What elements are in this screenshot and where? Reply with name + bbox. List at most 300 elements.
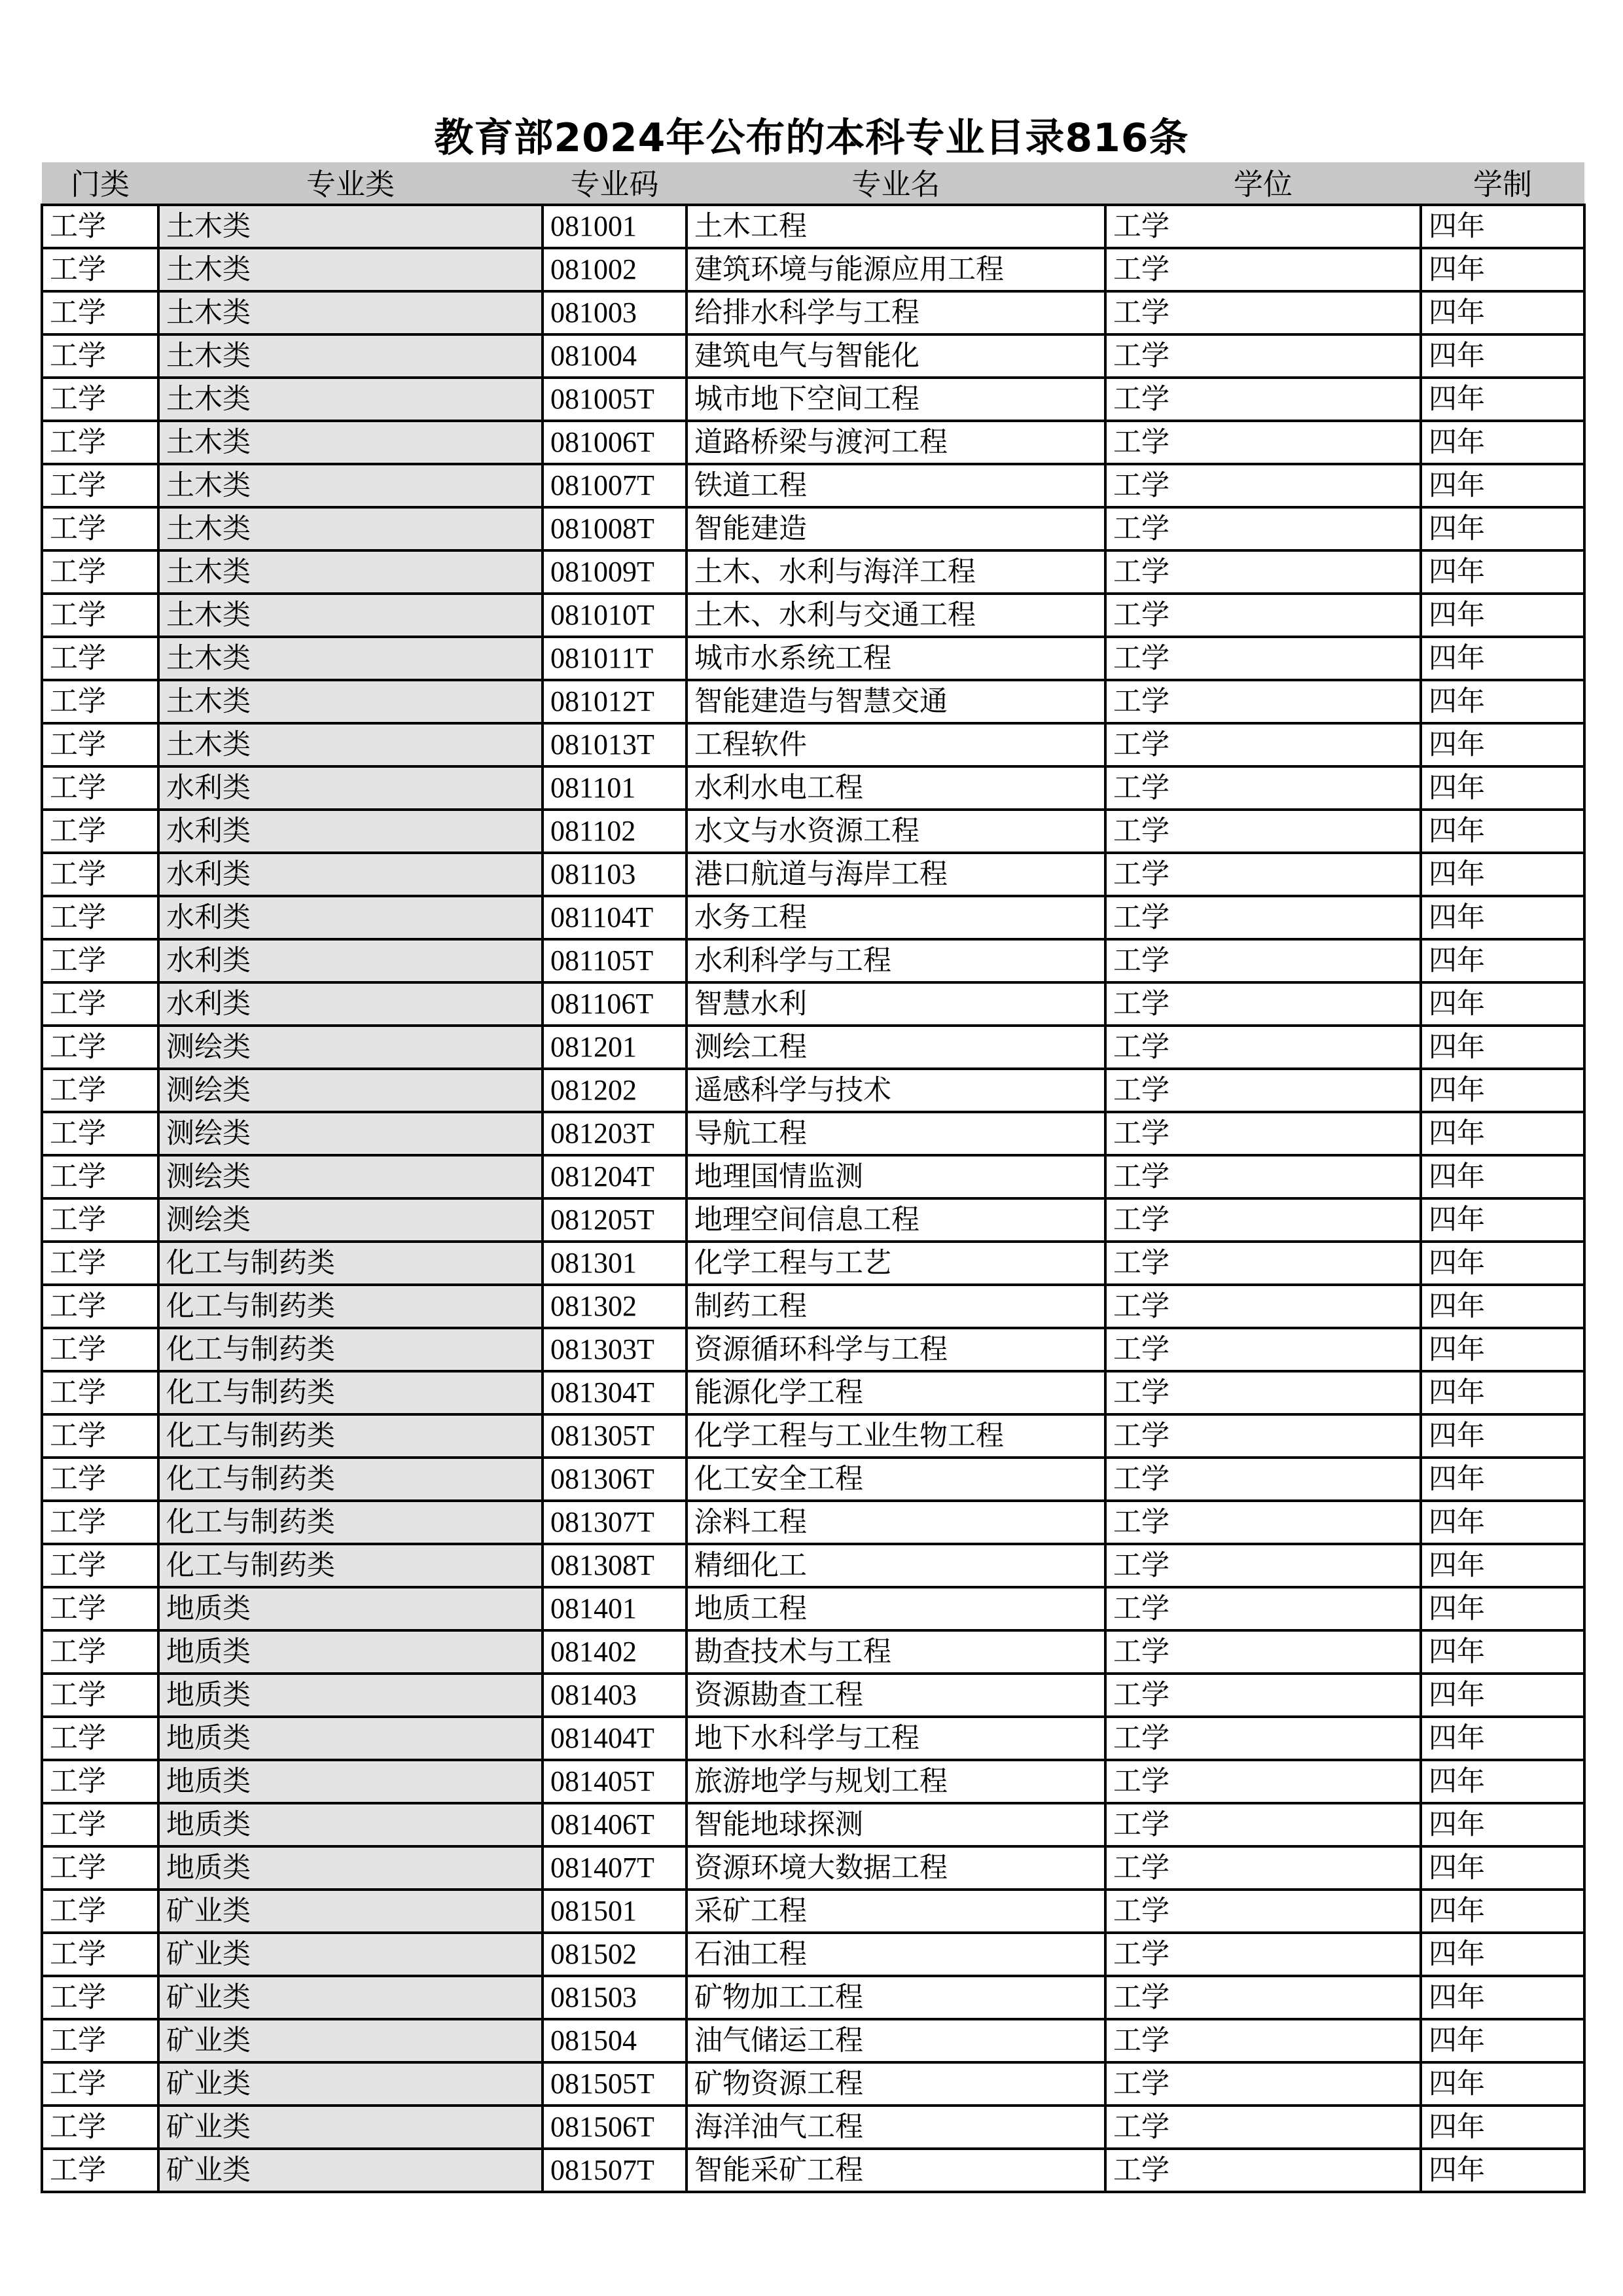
- major-class-cell: 土木类: [158, 421, 543, 464]
- table-row: [42, 810, 1584, 853]
- discipline-cell: 工学: [42, 1285, 158, 1328]
- table-row: [42, 507, 1584, 550]
- major-class-cell: 土木类: [158, 723, 543, 766]
- discipline-cell: 工学: [42, 334, 158, 378]
- duration-cell: 四年: [1421, 507, 1584, 550]
- major-name-cell: 矿物资源工程: [687, 2062, 1105, 2106]
- duration-cell: 四年: [1421, 1198, 1584, 1242]
- major-code-cell: 081006T: [543, 421, 687, 464]
- discipline-cell: 工学: [42, 1846, 158, 1890]
- major-name-cell: 矿物加工工程: [687, 1976, 1105, 2019]
- major-class-cell: 测绘类: [158, 1069, 543, 1112]
- major-class-cell: 矿业类: [158, 1890, 543, 1933]
- discipline-cell: 工学: [42, 2019, 158, 2062]
- degree-cell: 工学: [1105, 1198, 1421, 1242]
- major-class-cell: 矿业类: [158, 2062, 543, 2106]
- major-class-cell: 水利类: [158, 982, 543, 1026]
- duration-cell: 四年: [1421, 1155, 1584, 1198]
- degree-cell: 工学: [1105, 1242, 1421, 1285]
- discipline-cell: 工学: [42, 291, 158, 334]
- major-name-cell: 地理国情监测: [687, 1155, 1105, 1198]
- major-name-cell: 油气储运工程: [687, 2019, 1105, 2062]
- major-code-cell: 081303T: [543, 1328, 687, 1371]
- duration-cell: 四年: [1421, 248, 1584, 291]
- table-row: [42, 550, 1584, 594]
- degree-cell: 工学: [1105, 1285, 1421, 1328]
- major-name-cell: 能源化学工程: [687, 1371, 1105, 1414]
- table-row: [42, 1674, 1584, 1717]
- table-row: [42, 723, 1584, 766]
- major-code-cell: 081403: [543, 1674, 687, 1717]
- major-class-cell: 土木类: [158, 205, 543, 248]
- discipline-cell: 工学: [42, 550, 158, 594]
- table-row: [42, 939, 1584, 982]
- major-name-cell: 制药工程: [687, 1285, 1105, 1328]
- major-code-cell: 081011T: [543, 637, 687, 680]
- major-class-cell: 化工与制药类: [158, 1501, 543, 1544]
- major-name-cell: 给排水科学与工程: [687, 291, 1105, 334]
- major-name-cell: 海洋油气工程: [687, 2106, 1105, 2149]
- major-name-cell: 化学工程与工业生物工程: [687, 1414, 1105, 1458]
- duration-cell: 四年: [1421, 550, 1584, 594]
- table-row: [42, 2062, 1584, 2106]
- degree-cell: 工学: [1105, 810, 1421, 853]
- major-class-cell: 土木类: [158, 637, 543, 680]
- degree-cell: 工学: [1105, 1630, 1421, 1674]
- duration-cell: 四年: [1421, 1026, 1584, 1069]
- major-class-cell: 土木类: [158, 680, 543, 723]
- header-major-class: 专业类: [158, 162, 543, 205]
- degree-cell: 工学: [1105, 1371, 1421, 1414]
- major-class-cell: 测绘类: [158, 1198, 543, 1242]
- table-row: [42, 334, 1584, 378]
- duration-cell: 四年: [1421, 1630, 1584, 1674]
- table-row: [42, 853, 1584, 896]
- discipline-cell: 工学: [42, 1933, 158, 1976]
- major-class-cell: 矿业类: [158, 1933, 543, 1976]
- discipline-cell: 工学: [42, 1890, 158, 1933]
- degree-cell: 工学: [1105, 1890, 1421, 1933]
- major-code-cell: 081105T: [543, 939, 687, 982]
- table-row: [42, 982, 1584, 1026]
- major-class-cell: 测绘类: [158, 1112, 543, 1155]
- duration-cell: 四年: [1421, 1976, 1584, 2019]
- discipline-cell: 工学: [42, 1717, 158, 1760]
- degree-cell: 工学: [1105, 1674, 1421, 1717]
- discipline-cell: 工学: [42, 1630, 158, 1674]
- duration-cell: 四年: [1421, 205, 1584, 248]
- duration-cell: 四年: [1421, 421, 1584, 464]
- degree-cell: 工学: [1105, 1155, 1421, 1198]
- major-class-cell: 水利类: [158, 896, 543, 939]
- table-row: [42, 1112, 1584, 1155]
- degree-cell: 工学: [1105, 1587, 1421, 1630]
- degree-cell: 工学: [1105, 896, 1421, 939]
- header-major-code: 专业码: [543, 162, 687, 205]
- major-code-cell: 081307T: [543, 1501, 687, 1544]
- major-code-cell: 081013T: [543, 723, 687, 766]
- major-name-cell: 智能地球探测: [687, 1803, 1105, 1846]
- table-row: [42, 1933, 1584, 1976]
- major-name-cell: 城市水系统工程: [687, 637, 1105, 680]
- table-row: [42, 248, 1584, 291]
- major-code-cell: 081406T: [543, 1803, 687, 1846]
- major-name-cell: 土木工程: [687, 205, 1105, 248]
- major-name-cell: 石油工程: [687, 1933, 1105, 1976]
- duration-cell: 四年: [1421, 594, 1584, 637]
- discipline-cell: 工学: [42, 2106, 158, 2149]
- degree-cell: 工学: [1105, 637, 1421, 680]
- discipline-cell: 工学: [42, 1328, 158, 1371]
- degree-cell: 工学: [1105, 550, 1421, 594]
- discipline-cell: 工学: [42, 1458, 158, 1501]
- major-class-cell: 地质类: [158, 1803, 543, 1846]
- table-row: [42, 291, 1584, 334]
- duration-cell: 四年: [1421, 1371, 1584, 1414]
- major-code-cell: 081103: [543, 853, 687, 896]
- degree-cell: 工学: [1105, 1803, 1421, 1846]
- major-name-cell: 智能建造: [687, 507, 1105, 550]
- discipline-cell: 工学: [42, 1544, 158, 1587]
- degree-cell: 工学: [1105, 594, 1421, 637]
- discipline-cell: 工学: [42, 1976, 158, 2019]
- degree-cell: 工学: [1105, 2106, 1421, 2149]
- table-row: [42, 464, 1584, 507]
- discipline-cell: 工学: [42, 1414, 158, 1458]
- major-name-cell: 城市地下空间工程: [687, 378, 1105, 421]
- major-name-cell: 铁道工程: [687, 464, 1105, 507]
- major-name-cell: 资源环境大数据工程: [687, 1846, 1105, 1890]
- discipline-cell: 工学: [42, 1587, 158, 1630]
- major-code-cell: 081402: [543, 1630, 687, 1674]
- major-name-cell: 工程软件: [687, 723, 1105, 766]
- major-class-cell: 地质类: [158, 1674, 543, 1717]
- duration-cell: 四年: [1421, 378, 1584, 421]
- duration-cell: 四年: [1421, 939, 1584, 982]
- discipline-cell: 工学: [42, 2062, 158, 2106]
- major-code-cell: 081302: [543, 1285, 687, 1328]
- major-name-cell: 建筑环境与能源应用工程: [687, 248, 1105, 291]
- discipline-cell: 工学: [42, 1760, 158, 1803]
- major-class-cell: 地质类: [158, 1846, 543, 1890]
- major-name-cell: 资源循环科学与工程: [687, 1328, 1105, 1371]
- duration-cell: 四年: [1421, 1933, 1584, 1976]
- major-code-cell: 081306T: [543, 1458, 687, 1501]
- duration-cell: 四年: [1421, 810, 1584, 853]
- degree-cell: 工学: [1105, 1328, 1421, 1371]
- major-code-cell: 081404T: [543, 1717, 687, 1760]
- major-class-cell: 矿业类: [158, 1976, 543, 2019]
- duration-cell: 四年: [1421, 2149, 1584, 2192]
- major-code-cell: 081012T: [543, 680, 687, 723]
- major-name-cell: 资源勘查工程: [687, 1674, 1105, 1717]
- duration-cell: 四年: [1421, 1846, 1584, 1890]
- degree-cell: 工学: [1105, 723, 1421, 766]
- major-name-cell: 涂料工程: [687, 1501, 1105, 1544]
- major-class-cell: 土木类: [158, 507, 543, 550]
- header-degree: 学位: [1105, 162, 1421, 205]
- degree-cell: 工学: [1105, 2149, 1421, 2192]
- major-name-cell: 地下水科学与工程: [687, 1717, 1105, 1760]
- discipline-cell: 工学: [42, 378, 158, 421]
- discipline-cell: 工学: [42, 810, 158, 853]
- degree-cell: 工学: [1105, 1026, 1421, 1069]
- major-code-cell: 081106T: [543, 982, 687, 1026]
- major-class-cell: 地质类: [158, 1717, 543, 1760]
- discipline-cell: 工学: [42, 1112, 158, 1155]
- table-row: [42, 594, 1584, 637]
- major-class-cell: 土木类: [158, 594, 543, 637]
- table-row: [42, 1371, 1584, 1414]
- major-class-cell: 地质类: [158, 1630, 543, 1674]
- degree-cell: 工学: [1105, 421, 1421, 464]
- major-class-cell: 测绘类: [158, 1155, 543, 1198]
- major-code-cell: 081301: [543, 1242, 687, 1285]
- major-code-cell: 081507T: [543, 2149, 687, 2192]
- table-row: [42, 1890, 1584, 1933]
- table-row: [42, 1155, 1584, 1198]
- major-code-cell: 081308T: [543, 1544, 687, 1587]
- major-code-cell: 081503: [543, 1976, 687, 2019]
- major-class-cell: 水利类: [158, 853, 543, 896]
- table-row: [42, 1198, 1584, 1242]
- discipline-cell: 工学: [42, 1803, 158, 1846]
- table-row: [42, 1458, 1584, 1501]
- degree-cell: 工学: [1105, 2062, 1421, 2106]
- major-name-cell: 勘查技术与工程: [687, 1630, 1105, 1674]
- table-row: [42, 637, 1584, 680]
- major-name-cell: 智能采矿工程: [687, 2149, 1105, 2192]
- discipline-cell: 工学: [42, 2149, 158, 2192]
- table-row: [42, 1069, 1584, 1112]
- major-code-cell: 081501: [543, 1890, 687, 1933]
- major-class-cell: 地质类: [158, 1760, 543, 1803]
- duration-cell: 四年: [1421, 680, 1584, 723]
- duration-cell: 四年: [1421, 1587, 1584, 1630]
- major-class-cell: 土木类: [158, 291, 543, 334]
- major-code-cell: 081102: [543, 810, 687, 853]
- major-name-cell: 土木、水利与海洋工程: [687, 550, 1105, 594]
- major-class-cell: 测绘类: [158, 1026, 543, 1069]
- discipline-cell: 工学: [42, 421, 158, 464]
- duration-cell: 四年: [1421, 1803, 1584, 1846]
- degree-cell: 工学: [1105, 291, 1421, 334]
- duration-cell: 四年: [1421, 291, 1584, 334]
- discipline-cell: 工学: [42, 205, 158, 248]
- table-row: [42, 896, 1584, 939]
- major-class-cell: 化工与制药类: [158, 1242, 543, 1285]
- major-code-cell: 081204T: [543, 1155, 687, 1198]
- major-name-cell: 遥感科学与技术: [687, 1069, 1105, 1112]
- degree-cell: 工学: [1105, 1069, 1421, 1112]
- degree-cell: 工学: [1105, 464, 1421, 507]
- duration-cell: 四年: [1421, 1328, 1584, 1371]
- duration-cell: 四年: [1421, 1069, 1584, 1112]
- table-row: [42, 1414, 1584, 1458]
- major-class-cell: 矿业类: [158, 2106, 543, 2149]
- discipline-cell: 工学: [42, 1371, 158, 1414]
- table-row: [42, 2149, 1584, 2192]
- major-name-cell: 采矿工程: [687, 1890, 1105, 1933]
- table-row: [42, 1328, 1584, 1371]
- major-class-cell: 土木类: [158, 248, 543, 291]
- degree-cell: 工学: [1105, 1976, 1421, 2019]
- duration-cell: 四年: [1421, 1890, 1584, 1933]
- major-name-cell: 地理空间信息工程: [687, 1198, 1105, 1242]
- table-row: [42, 205, 1584, 248]
- major-class-cell: 土木类: [158, 378, 543, 421]
- table-row: [42, 2019, 1584, 2062]
- discipline-cell: 工学: [42, 982, 158, 1026]
- duration-cell: 四年: [1421, 2106, 1584, 2149]
- table-row: [42, 1285, 1584, 1328]
- header-discipline: 门类: [42, 162, 158, 205]
- discipline-cell: 工学: [42, 248, 158, 291]
- major-class-cell: 矿业类: [158, 2019, 543, 2062]
- major-name-cell: 建筑电气与智能化: [687, 334, 1105, 378]
- major-code-cell: 081005T: [543, 378, 687, 421]
- major-name-cell: 化工安全工程: [687, 1458, 1105, 1501]
- degree-cell: 工学: [1105, 1717, 1421, 1760]
- major-code-cell: 081502: [543, 1933, 687, 1976]
- duration-cell: 四年: [1421, 2019, 1584, 2062]
- table-row: [42, 1242, 1584, 1285]
- table-row: [42, 421, 1584, 464]
- duration-cell: 四年: [1421, 766, 1584, 810]
- table-row: [42, 1026, 1584, 1069]
- discipline-cell: 工学: [42, 1155, 158, 1198]
- table-row: [42, 766, 1584, 810]
- major-code-cell: 081101: [543, 766, 687, 810]
- major-class-cell: 化工与制药类: [158, 1458, 543, 1501]
- duration-cell: 四年: [1421, 464, 1584, 507]
- major-name-cell: 水利水电工程: [687, 766, 1105, 810]
- major-code-cell: 081003: [543, 291, 687, 334]
- major-name-cell: 土木、水利与交通工程: [687, 594, 1105, 637]
- duration-cell: 四年: [1421, 334, 1584, 378]
- degree-cell: 工学: [1105, 1501, 1421, 1544]
- table-row: [42, 1501, 1584, 1544]
- duration-cell: 四年: [1421, 1112, 1584, 1155]
- table-row: [42, 378, 1584, 421]
- table-row: [42, 1976, 1584, 2019]
- major-code-cell: 081205T: [543, 1198, 687, 1242]
- duration-cell: 四年: [1421, 637, 1584, 680]
- discipline-cell: 工学: [42, 766, 158, 810]
- major-name-cell: 地质工程: [687, 1587, 1105, 1630]
- duration-cell: 四年: [1421, 1501, 1584, 1544]
- duration-cell: 四年: [1421, 1760, 1584, 1803]
- major-name-cell: 港口航道与海岸工程: [687, 853, 1105, 896]
- major-code-cell: 081505T: [543, 2062, 687, 2106]
- table-row: [42, 1846, 1584, 1890]
- degree-cell: 工学: [1105, 1760, 1421, 1803]
- major-class-cell: 土木类: [158, 464, 543, 507]
- discipline-cell: 工学: [42, 1674, 158, 1717]
- major-name-cell: 导航工程: [687, 1112, 1105, 1155]
- header-major-name: 专业名: [687, 162, 1105, 205]
- discipline-cell: 工学: [42, 680, 158, 723]
- major-code-cell: 081407T: [543, 1846, 687, 1890]
- major-code-cell: 081004: [543, 334, 687, 378]
- major-code-cell: 081203T: [543, 1112, 687, 1155]
- major-class-cell: 矿业类: [158, 2149, 543, 2192]
- major-code-cell: 081009T: [543, 550, 687, 594]
- duration-cell: 四年: [1421, 1674, 1584, 1717]
- discipline-cell: 工学: [42, 594, 158, 637]
- duration-cell: 四年: [1421, 853, 1584, 896]
- major-code-cell: 081201: [543, 1026, 687, 1069]
- table-row: [42, 680, 1584, 723]
- major-class-cell: 化工与制药类: [158, 1544, 543, 1587]
- table-header: [42, 162, 1584, 205]
- major-code-cell: 081001: [543, 205, 687, 248]
- major-class-cell: 水利类: [158, 766, 543, 810]
- discipline-cell: 工学: [42, 507, 158, 550]
- discipline-cell: 工学: [42, 637, 158, 680]
- major-code-cell: 081304T: [543, 1371, 687, 1414]
- major-code-cell: 081305T: [543, 1414, 687, 1458]
- degree-cell: 工学: [1105, 1933, 1421, 1976]
- table-row: [42, 1717, 1584, 1760]
- degree-cell: 工学: [1105, 378, 1421, 421]
- duration-cell: 四年: [1421, 2062, 1584, 2106]
- degree-cell: 工学: [1105, 939, 1421, 982]
- duration-cell: 四年: [1421, 982, 1584, 1026]
- major-name-cell: 化学工程与工艺: [687, 1242, 1105, 1285]
- duration-cell: 四年: [1421, 1458, 1584, 1501]
- discipline-cell: 工学: [42, 896, 158, 939]
- major-class-cell: 水利类: [158, 810, 543, 853]
- major-code-cell: 081104T: [543, 896, 687, 939]
- header-duration: 学制: [1421, 162, 1584, 205]
- discipline-cell: 工学: [42, 939, 158, 982]
- major-code-cell: 081010T: [543, 594, 687, 637]
- major-code-cell: 081002: [543, 248, 687, 291]
- page-title: 教育部2024年公布的本科专业目录816条: [434, 115, 1189, 161]
- duration-cell: 四年: [1421, 1414, 1584, 1458]
- discipline-cell: 工学: [42, 723, 158, 766]
- major-class-cell: 土木类: [158, 334, 543, 378]
- major-code-cell: 081008T: [543, 507, 687, 550]
- major-class-cell: 化工与制药类: [158, 1285, 543, 1328]
- degree-cell: 工学: [1105, 1544, 1421, 1587]
- discipline-cell: 工学: [42, 1026, 158, 1069]
- discipline-cell: 工学: [42, 464, 158, 507]
- degree-cell: 工学: [1105, 1414, 1421, 1458]
- major-class-cell: 地质类: [158, 1587, 543, 1630]
- major-catalog-table: [41, 162, 1586, 2193]
- duration-cell: 四年: [1421, 723, 1584, 766]
- header-row: [42, 162, 1584, 205]
- discipline-cell: 工学: [42, 1242, 158, 1285]
- major-name-cell: 水务工程: [687, 896, 1105, 939]
- major-name-cell: 智慧水利: [687, 982, 1105, 1026]
- major-name-cell: 道路桥梁与渡河工程: [687, 421, 1105, 464]
- major-name-cell: 测绘工程: [687, 1026, 1105, 1069]
- table-row: [42, 1544, 1584, 1587]
- major-code-cell: 081202: [543, 1069, 687, 1112]
- duration-cell: 四年: [1421, 896, 1584, 939]
- degree-cell: 工学: [1105, 248, 1421, 291]
- major-class-cell: 水利类: [158, 939, 543, 982]
- discipline-cell: 工学: [42, 1501, 158, 1544]
- major-code-cell: 081504: [543, 2019, 687, 2062]
- discipline-cell: 工学: [42, 853, 158, 896]
- major-name-cell: 水文与水资源工程: [687, 810, 1105, 853]
- degree-cell: 工学: [1105, 1846, 1421, 1890]
- degree-cell: 工学: [1105, 680, 1421, 723]
